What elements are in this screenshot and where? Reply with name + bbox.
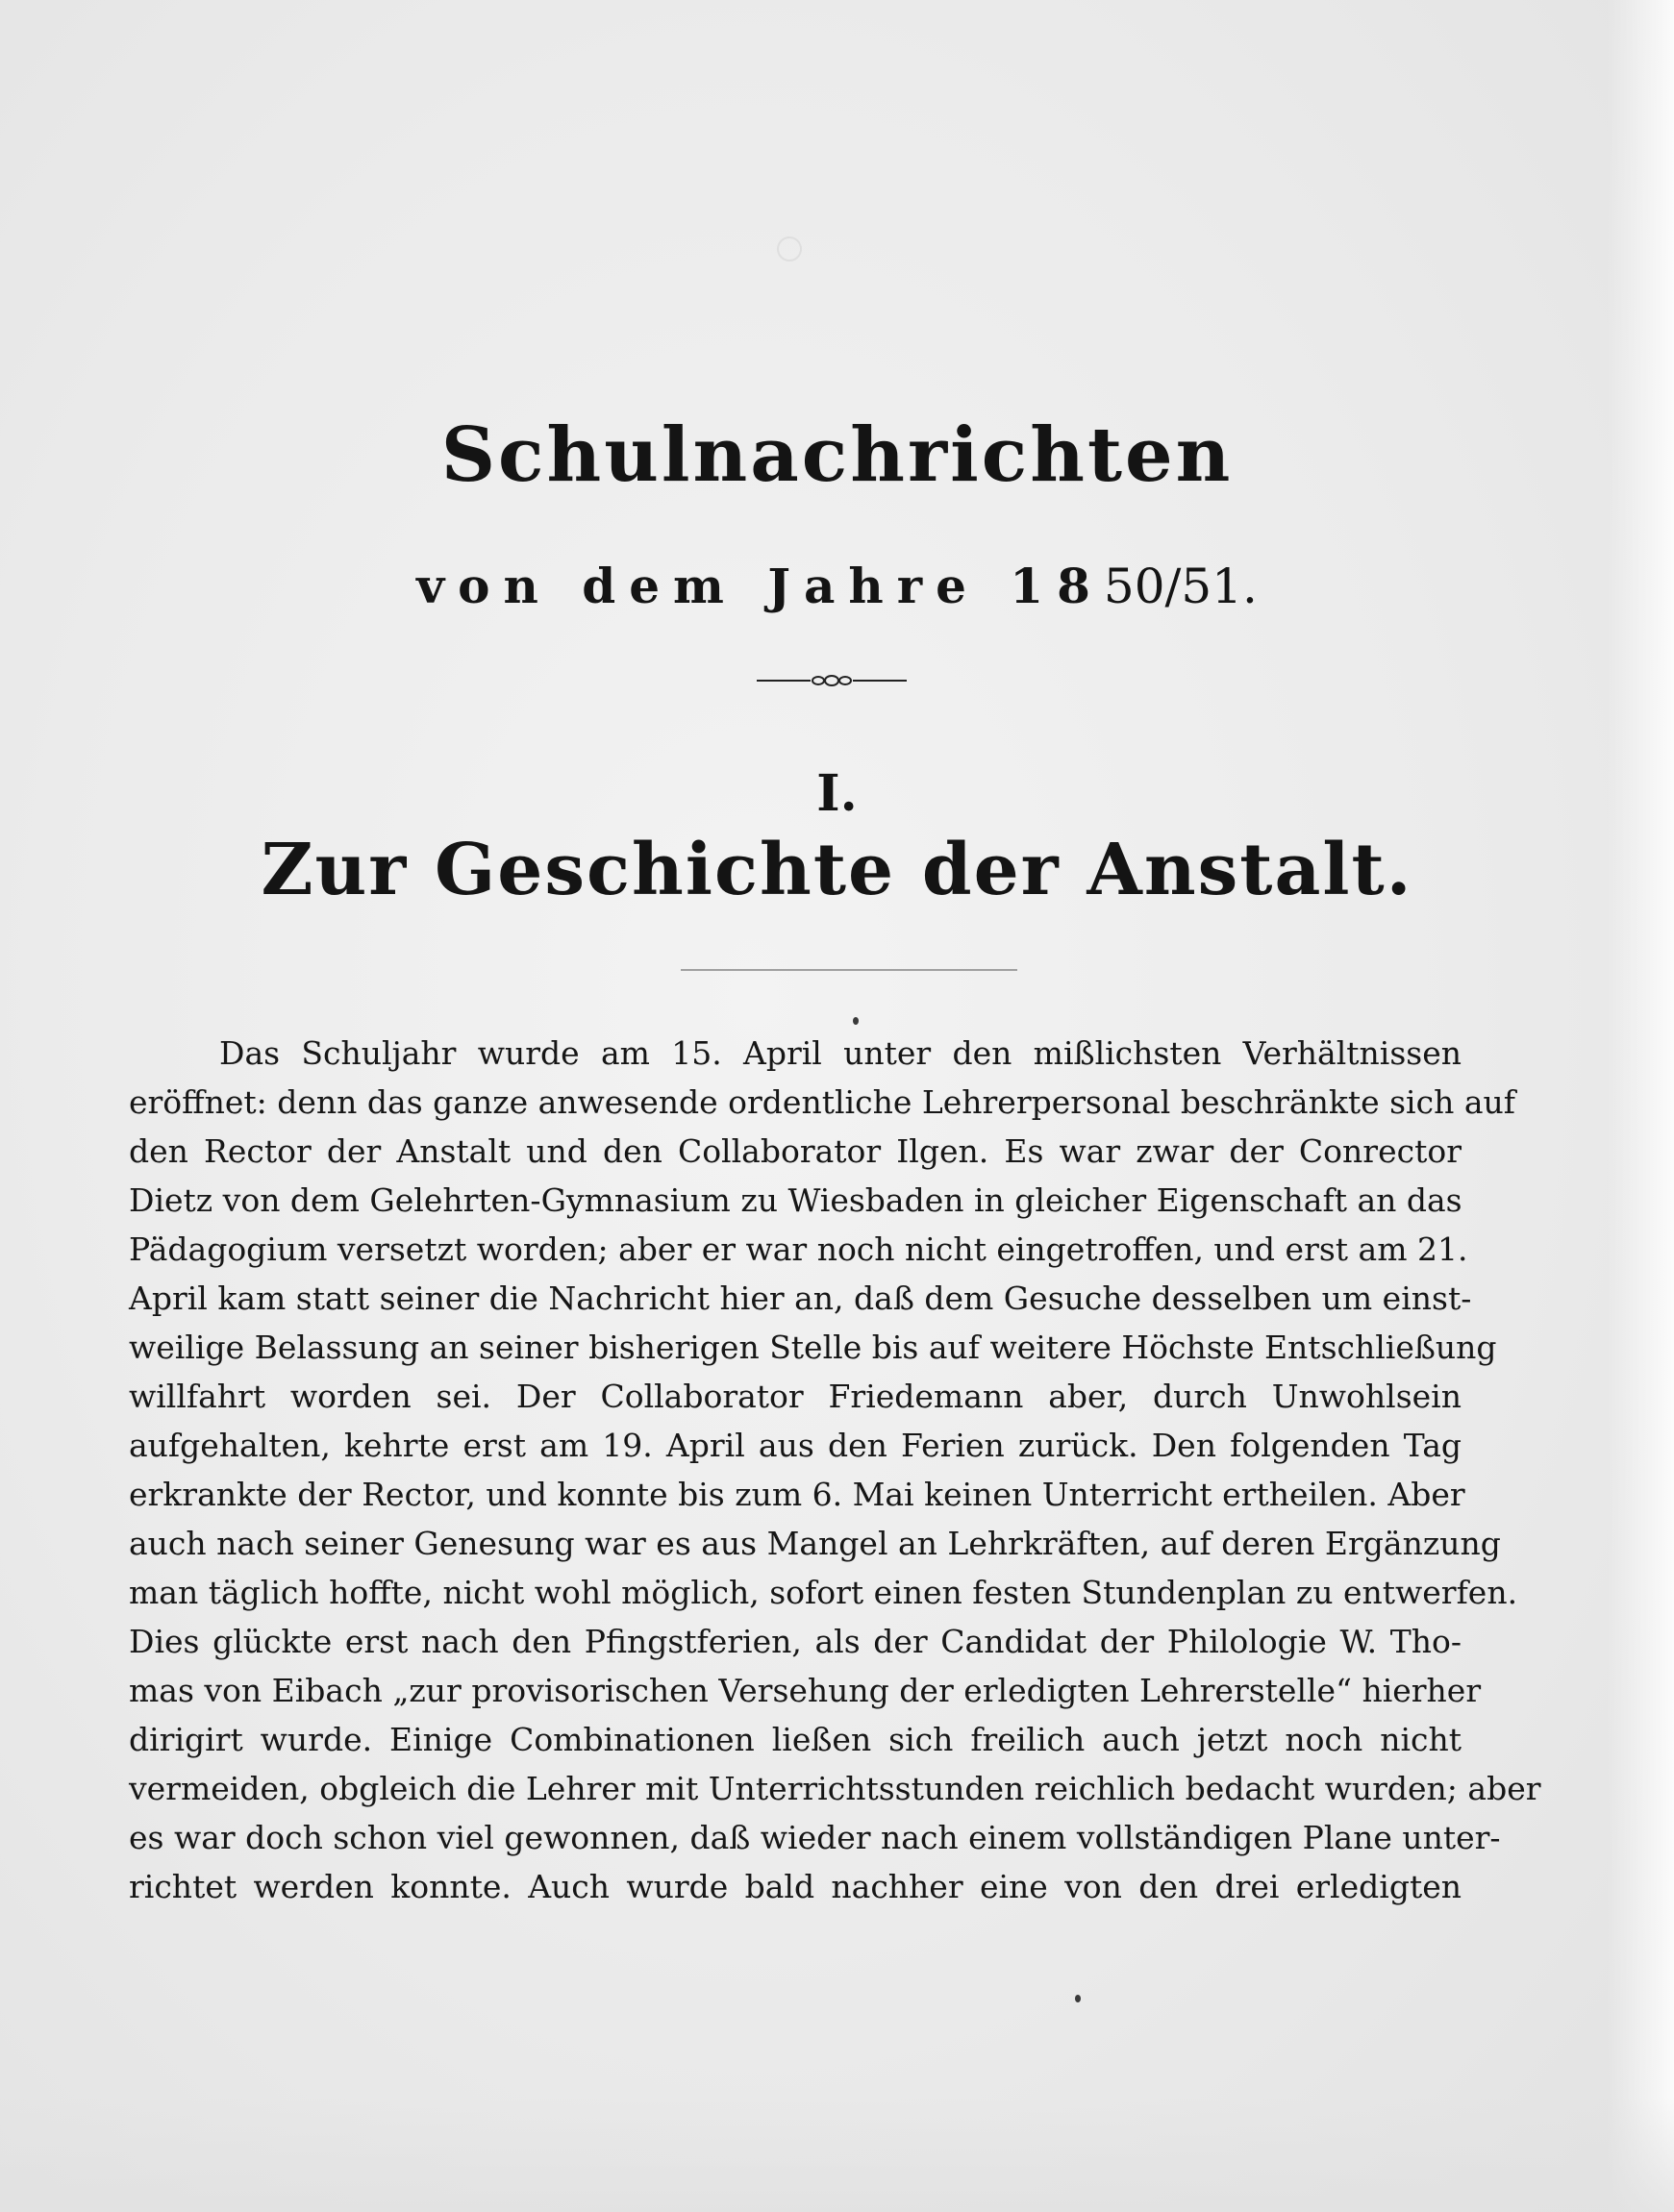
show-through-text bbox=[125, 317, 1471, 354]
body-line: Das Schuljahr wurde am 15. April unter den mißlichsten Verhältnissen bbox=[219, 1034, 1462, 1072]
section-numeral: I. bbox=[816, 764, 858, 823]
body-line: dirigirt wurde. Einige Combinationen ließen sich freilich auch jetzt noch nicht bbox=[129, 1721, 1462, 1758]
body-line: vermeiden, obgleich die Lehrer mit Unterrichtsstunden reichlich bedacht wurden; aber bbox=[129, 1770, 1541, 1807]
page-title: Schulnachrichten bbox=[440, 411, 1234, 499]
body-line: Pädagogium versetzt worden; aber er war noch nicht eingetroffen, und erst am 21. bbox=[129, 1230, 1468, 1268]
body-line: April kam statt seiner die Nachricht hier an, daß dem Gesuche desselben um einst- bbox=[129, 1280, 1472, 1317]
body-line: erkrankte der Rector, und konnte bis zum 6. Mai keinen Unterricht ertheilen. Aber bbox=[129, 1476, 1465, 1513]
body-line: aufgehalten, kehrte erst am 19. April aus den Ferien zurück. Den folgenden Tag bbox=[129, 1427, 1462, 1464]
ink-speck bbox=[1075, 1995, 1081, 2002]
body-line: weilige Belassung an seiner bisherigen Stelle bis auf weitere Höchste Entschließung bbox=[129, 1329, 1497, 1366]
page-edge-right bbox=[1607, 0, 1674, 2212]
body-line: Dietz von dem Gelehrten-Gymnasium zu Wiesbaden in gleicher Eigenschaft an das bbox=[129, 1181, 1462, 1219]
page-subtitle bbox=[0, 558, 1674, 614]
body-line: willfahrt worden sei. Der Collaborator Friedemann aber, durch Unwohlsein bbox=[129, 1378, 1462, 1415]
subtitle-year-fraction: 50/51. bbox=[1103, 559, 1258, 614]
body-line: auch nach seiner Genesung war es aus Mangel an Lehrkräften, auf deren Ergänzung bbox=[129, 1525, 1501, 1562]
body-line: es war doch schon viel gewonnen, daß wieder nach einem vollständigen Plane unter- bbox=[129, 1819, 1501, 1856]
heading-underline bbox=[681, 969, 1017, 971]
page-edge-bottom bbox=[0, 2097, 1674, 2212]
body-line: richtet werden konnte. Auch wurde bald nachher eine von den drei erledigten bbox=[129, 1868, 1462, 1905]
ink-speck bbox=[853, 1017, 859, 1025]
subtitle-prefix: von dem Jahre 18 bbox=[416, 558, 1104, 614]
body-line: eröffnet: denn das ganze anwesende ordentliche Lehrerpersonal beschränkte sich auf bbox=[129, 1083, 1515, 1121]
body-line: mas von Eibach „zur provisorischen Versehung der erledigten Lehrerstelle“ hierher bbox=[129, 1672, 1482, 1709]
body-line: man täglich hoffte, nicht wohl möglich, sofort einen festen Stundenplan zu entwerfen. bbox=[129, 1574, 1518, 1611]
body-line: Dies glückte erst nach den Pfingstferien, als der Candidat der Philologie W. Tho- bbox=[129, 1623, 1462, 1660]
ornamental-divider bbox=[755, 674, 909, 687]
body-paragraph bbox=[129, 1029, 1541, 1911]
body-line: den Rector der Anstalt und den Collaborator Ilgen. Es war zwar der Conrector bbox=[129, 1132, 1462, 1170]
section-heading: Zur Geschichte der Anstalt. bbox=[261, 829, 1413, 911]
faint-head-ornament bbox=[777, 236, 802, 261]
